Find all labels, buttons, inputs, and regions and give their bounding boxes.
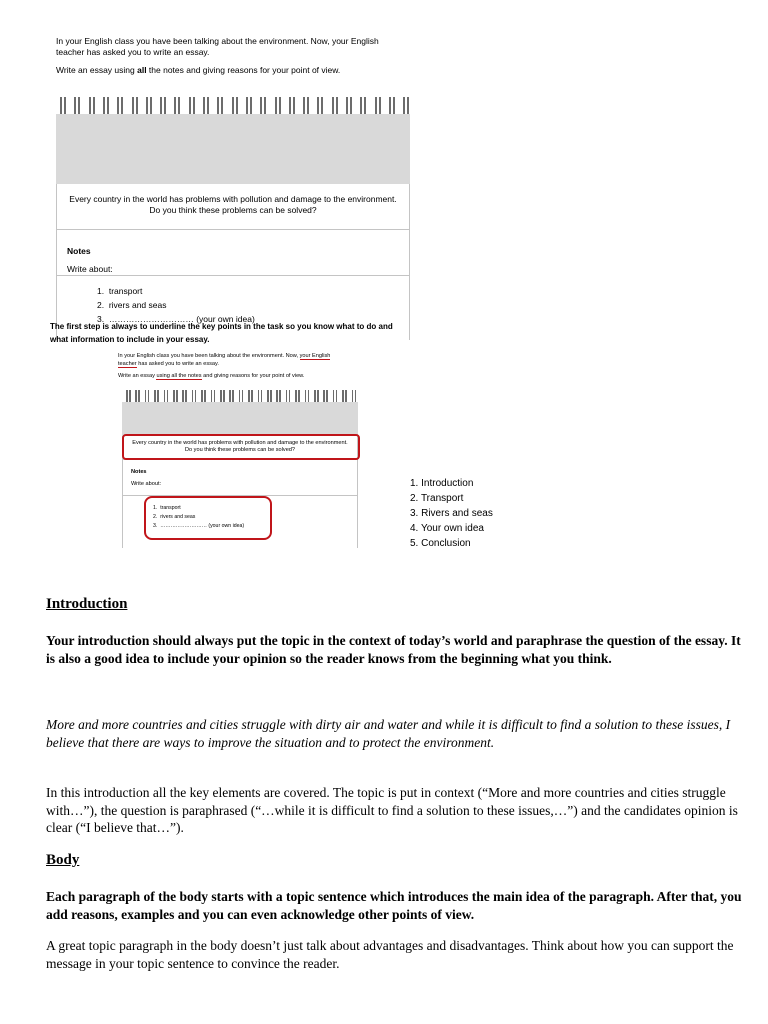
spiral-ring <box>346 97 348 115</box>
introduction-example: More and more countries and cities struggle with dirty air and water and while it is difficult to find a solution to these issues, I believe that there are ways to improve the situation and to protect the environment. <box>46 717 731 750</box>
spiral-ring <box>78 97 80 115</box>
spiral-ring <box>174 97 176 115</box>
spiral-ring <box>160 97 162 115</box>
spiral-ring <box>289 97 291 115</box>
task-question-box <box>56 184 410 230</box>
spiral-ring <box>117 97 119 115</box>
spiral-ring <box>293 97 295 115</box>
task-intro <box>46 36 410 58</box>
spiral-ring <box>232 97 234 115</box>
outline-item: 4. Your own idea <box>410 523 484 534</box>
spiral-ring <box>275 97 277 115</box>
task-question-line: Every country in the world has problems with pollution and damage to the environment. <box>69 194 397 204</box>
task-question-line: Do you think these problems can be solved? <box>149 205 317 215</box>
spiral-ring <box>132 97 134 115</box>
spiral-ring <box>64 97 66 115</box>
task-intro <box>118 352 358 368</box>
list-item: 1. transport <box>153 505 181 511</box>
spiral-ring <box>121 97 123 115</box>
spiral-ring <box>379 97 381 115</box>
annotated-task-card <box>118 352 358 548</box>
spiral-ring <box>264 97 266 115</box>
instruction-text: the notes and giving reasons for your point of view. <box>146 65 341 75</box>
spiral-ring <box>303 97 305 115</box>
underlined-key-point: teacher <box>118 361 137 367</box>
instruction-emphasis: all <box>137 65 147 75</box>
spiral-ring <box>360 97 362 115</box>
spiral-ring <box>407 97 409 115</box>
spiral-ring <box>332 97 334 115</box>
spiral-ring <box>189 97 191 115</box>
spiral-ring <box>103 97 105 115</box>
list-item: 2. rivers and seas <box>97 300 167 310</box>
spiral-ring <box>364 97 366 115</box>
question-highlight-box <box>122 434 360 460</box>
list-item: 1. transport <box>97 286 143 296</box>
spiral-ring <box>207 97 209 115</box>
task-instruction <box>46 65 410 76</box>
spiral-ring <box>93 97 95 115</box>
notes-highlight-box <box>144 496 272 540</box>
underlined-key-point: using all the notes <box>156 373 202 379</box>
notes-title: Notes <box>131 469 147 475</box>
task-question-line: Every country in the world has problems with pollution and damage to the environment. <box>132 440 348 446</box>
spiral-ring <box>393 97 395 115</box>
notepad-header-band <box>56 114 410 184</box>
spiral-ring <box>279 97 281 115</box>
outline-item: 1. Introduction <box>410 478 474 489</box>
notepad-header-band <box>122 402 358 436</box>
spiral-ring <box>389 97 391 115</box>
step-instruction: The first step is always to underline the key points in the task so you know what to do and what information to include in your essay. <box>50 322 393 344</box>
task-question-line: Do you think these problems can be solved? <box>184 447 296 453</box>
spiral-ring <box>307 97 309 115</box>
spiral-ring <box>221 97 223 115</box>
spiral-ring <box>317 97 319 115</box>
spiral-ring <box>203 97 205 115</box>
spiral-ring <box>107 97 109 115</box>
instruction-text: Write an essay <box>118 373 157 379</box>
introduction-heading: Introduction <box>46 596 128 612</box>
body-heading: Body <box>46 852 80 868</box>
spiral-ring <box>89 97 91 115</box>
notes-box <box>122 460 358 496</box>
spiral-ring <box>350 97 352 115</box>
outline-item: 3. Rivers and seas <box>410 508 493 519</box>
task-intro-text: In your English class you have been talking about the environment. Now, <box>118 353 300 359</box>
list-item: 2. rivers and seas <box>153 514 196 520</box>
spiral-ring <box>260 97 262 115</box>
body-advice: Each paragraph of the body starts with a topic sentence which introduces the main idea of the paragraph. After that, you add reasons, examples and you can even acknowledge other points of view. <box>46 889 742 922</box>
spiral-ring <box>375 97 377 115</box>
spiral-ring <box>336 97 338 115</box>
task-intro-text: has asked you to write an essay. <box>136 361 219 367</box>
spiral-ring <box>403 97 405 115</box>
outline-item: 2. Transport <box>410 493 464 504</box>
spiral-ring <box>146 97 148 115</box>
spiral-ring <box>136 97 138 115</box>
introduction-advice: Your introduction should always put the topic in the context of today’s world and paraphrase the question of the essay. It is also a good idea to include your opinion so the reader knows from the beginning what you think. <box>46 633 741 666</box>
task-intro-line: teacher has asked you to write an essay. <box>56 47 210 57</box>
instruction-text: Write an essay using <box>56 65 138 75</box>
instruction-text: and giving reasons for your point of view. <box>201 373 305 379</box>
spiral-ring <box>178 97 180 115</box>
spiral-ring <box>150 97 152 115</box>
spiral-ring <box>217 97 219 115</box>
spiral-ring <box>236 97 238 115</box>
underlined-key-point: your English <box>299 353 331 359</box>
write-about-label: Write about: <box>131 481 162 487</box>
notes-title: Notes <box>67 246 91 256</box>
spiral-ring <box>246 97 248 115</box>
write-about-label: Write about: <box>67 264 113 274</box>
spiral-binding <box>56 97 410 115</box>
spiral-ring <box>250 97 252 115</box>
outline-item: 5. Conclusion <box>410 538 471 549</box>
task-instruction <box>118 372 358 380</box>
list-item: 3. ……………………… (your own idea) <box>153 523 245 529</box>
list-item: 3. ………………………… (your own idea) <box>97 314 255 324</box>
spiral-ring <box>193 97 195 115</box>
spiral-ring <box>60 97 62 115</box>
spiral-ring <box>74 97 76 115</box>
essay-outline <box>410 476 493 551</box>
introduction-explanation: In this introduction all the key elements are covered. The topic is put in context (“More and more countries and cities struggle with…”), the question is paraphrased (“…while it is difficult to find a solution to these issues,…”) and the candidates opinion is clear (“I believe that…”). <box>46 785 738 835</box>
notes-box <box>56 230 410 276</box>
task-card <box>46 36 410 324</box>
spiral-ring <box>321 97 323 115</box>
spiral-ring <box>164 97 166 115</box>
task-intro-line: In your English class you have been talking about the environment. Now, your English <box>56 36 379 46</box>
body-text: A great topic paragraph in the body doesn’t just talk about advantages and disadvantages. Think about how you can support the message in your topic sentence to convince the reader. <box>46 938 734 971</box>
